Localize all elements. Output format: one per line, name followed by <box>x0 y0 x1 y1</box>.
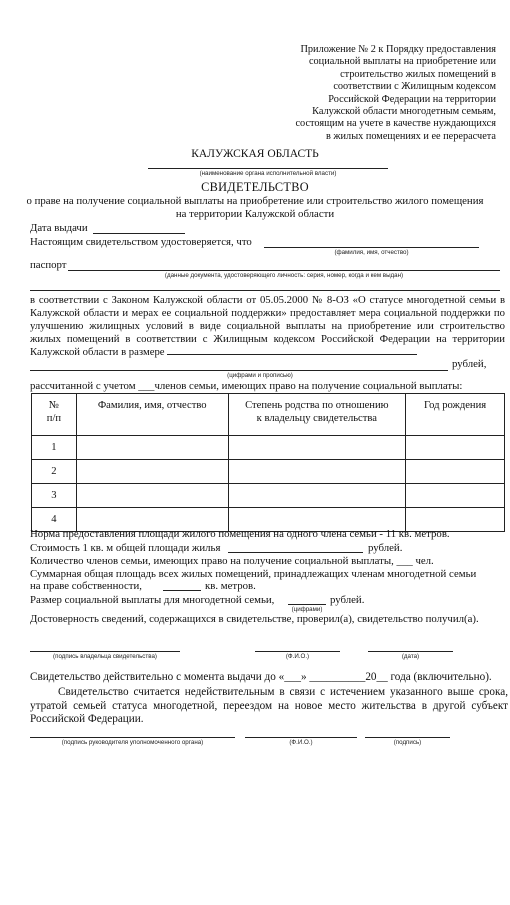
passport-caption: (данные документа, удостоверяющего личность: серия, номер, когда и кем выдан) <box>164 272 404 279</box>
digits-caption: (цифрами) <box>291 606 323 613</box>
row-number: 4 <box>32 508 77 532</box>
organ-line <box>148 168 388 169</box>
receive-date-caption: (дата) <box>401 653 420 660</box>
col-name-header: Фамилия, имя, отчество <box>76 394 228 436</box>
name-cell[interactable] <box>76 484 228 508</box>
col-relation-header: Степень родства по отношению к владельцу свидетельства <box>228 394 406 436</box>
norm-line: Норма предоставления площади жилого помещения на одного члена семьи - 11 кв. метров. <box>30 528 450 540</box>
appendix-header-note: Приложение № 2 к Порядку предоставления социальной выплаты на приобретение или строительство жилых помещений в соответствии с Жилищным кодексом Российской Федерации на территории Калужской области многодетным семьям, состоящим на учете в качестве нуждающихся в жилых помещениях и ее перерасчета <box>295 44 496 142</box>
area-suffix: кв. метров. <box>205 580 256 592</box>
holder-name-field[interactable] <box>264 247 479 248</box>
law-paragraph <box>30 294 505 359</box>
row-number: 3 <box>32 484 77 508</box>
organ-caption: (наименование органа исполнительной власти) <box>199 170 337 177</box>
area-line-1: Суммарная общая площадь всех жилых помещений, принадлежащих членам многодетной семьи <box>30 568 477 580</box>
rubles-suffix: рублей, <box>452 358 487 370</box>
document-title: СВИДЕТЕЛЬСТВО <box>201 180 309 194</box>
amount-caption: (цифрами и прописью) <box>227 372 293 379</box>
count-line: Количество членов семьи, имеющих право на получение социальной выплаты, ___ чел. <box>30 555 434 567</box>
birthyear-cell[interactable] <box>406 460 505 484</box>
col-birthyear-header: Год рождения <box>406 394 505 436</box>
receive-date-line[interactable] <box>368 651 453 652</box>
table-row <box>32 436 505 460</box>
payment-field[interactable] <box>288 604 326 605</box>
head-sign-line[interactable] <box>365 737 450 738</box>
head-fio-line[interactable] <box>245 737 357 738</box>
cost-label: Стоимость 1 кв. м общей площади жилья <box>30 542 221 554</box>
name-cell[interactable] <box>76 436 228 460</box>
issue-date-label: Дата выдачи <box>30 222 88 234</box>
valid-until-line: Свидетельство действительно с момента выдачи до «___» __________20__ года (включительно). <box>30 671 492 683</box>
relation-cell[interactable] <box>228 460 406 484</box>
row-number: 2 <box>32 460 77 484</box>
owner-signature-line[interactable] <box>30 651 180 652</box>
members-line: рассчитанной с учетом ___членов семьи, имеющих право на получение социальной выплаты: <box>30 380 463 392</box>
cost-suffix: рублей. <box>368 542 403 554</box>
region-name: КАЛУЖСКАЯ ОБЛАСТЬ <box>191 148 319 160</box>
birthyear-cell[interactable] <box>406 436 505 460</box>
head-sign-caption: (подпись) <box>393 739 422 746</box>
passport-field-line-2[interactable] <box>30 290 500 291</box>
name-cell[interactable] <box>76 460 228 484</box>
table-row <box>32 460 505 484</box>
area-field[interactable] <box>163 590 201 591</box>
subtitle-line-2: на территории Калужской области <box>175 208 335 220</box>
relation-cell[interactable] <box>228 484 406 508</box>
area-line-2-label: на праве собственности, <box>30 580 142 592</box>
family-members-table <box>31 393 505 532</box>
col-number-header: № п/п <box>32 394 77 436</box>
subtitle-line-1: о праве на получение социальной выплаты на приобретение или строительство жилого помещения <box>26 195 484 207</box>
table-header-row <box>32 394 505 436</box>
head-fio-caption: (Ф.И.О.) <box>289 739 313 746</box>
owner-fio-caption: (Ф.И.О.) <box>285 653 310 660</box>
passport-label: паспорт <box>30 259 67 271</box>
passport-field[interactable] <box>68 270 500 271</box>
certify-label: Настоящим свидетельством удостоверяется, что <box>30 236 252 248</box>
amount-field[interactable] <box>167 354 417 355</box>
head-signature-caption: (подпись руководителя уполномоченного органа) <box>61 739 204 746</box>
table-row <box>32 484 505 508</box>
owner-signature-caption: (подпись владельца свидетельства) <box>53 653 157 660</box>
fio-caption: (фамилия, имя, отчество) <box>334 249 409 256</box>
head-signature-line[interactable] <box>30 737 235 738</box>
amount-field-line-2[interactable] <box>30 370 448 371</box>
row-number: 1 <box>32 436 77 460</box>
issue-date-field[interactable] <box>93 233 185 234</box>
verify-line: Достоверность сведений, содержащихся в свидетельстве, проверил(а), свидетельство получил(а). <box>30 613 479 625</box>
payment-suffix: рублей. <box>330 594 365 606</box>
relation-cell[interactable] <box>228 436 406 460</box>
cost-field[interactable] <box>228 552 363 553</box>
owner-fio-line[interactable] <box>255 651 340 652</box>
law-paragraph-text: в соответствии с Законом Калужской области от 05.05.2000 № 8-ОЗ «О статусе многодетной семьи в Калужской области и мерах ее социальной поддержки» предоставляет мера социальной поддержки по улучшению жилищных условий в виде социальной выплаты на приобретение или строительство жилых помещений в соответствии с Жилищным кодексом Российской Федерации на территории Калужской области в размере <box>30 294 505 359</box>
invalidation-paragraph: Свидетельство считается недействительным в связи с истечением указанного выше срока, утратой семьей статуса многодетной, переездом на новое место жительства в другой субъект Российской Федерации. <box>30 686 508 726</box>
payment-label: Размер социальной выплаты для многодетной семьи, <box>30 594 275 606</box>
birthyear-cell[interactable] <box>406 484 505 508</box>
